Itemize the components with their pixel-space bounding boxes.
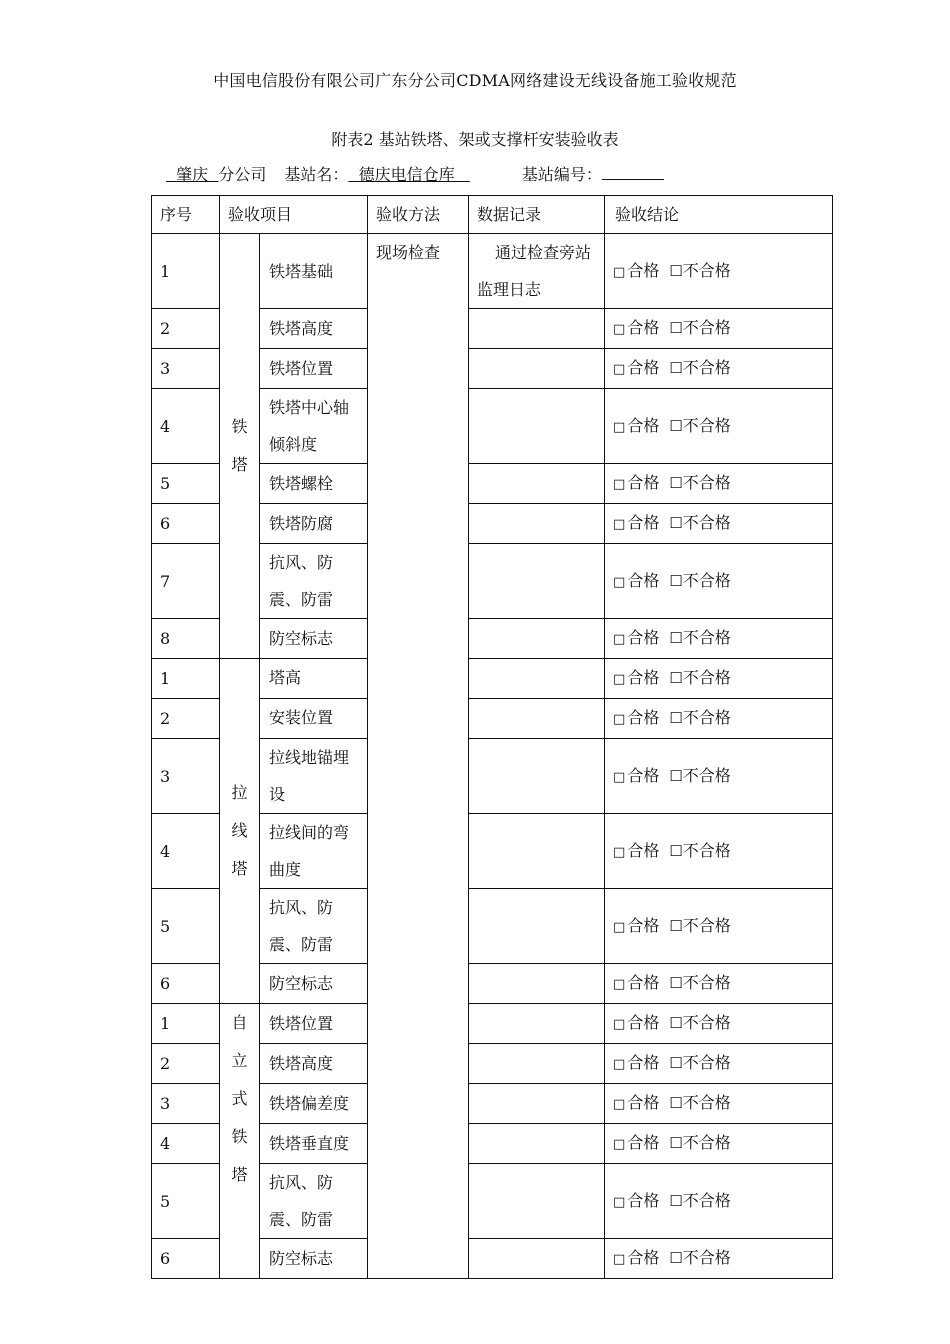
item-line: 拉线间的弯 [269, 823, 350, 842]
item-cell: 防空标志 [260, 964, 368, 1004]
conclusion-cell [605, 349, 833, 389]
row-number: 1 [152, 234, 220, 309]
row-number: 5 [152, 1164, 220, 1239]
item-line: 拉线地锚埋 [269, 748, 350, 767]
fail-checkbox-icon[interactable]: ☐ [669, 1054, 683, 1072]
fail-checkbox-icon[interactable]: ☐ [669, 1134, 683, 1152]
conclusion-cell [605, 814, 833, 889]
pass-checkbox-icon[interactable]: □ [613, 977, 626, 992]
item-line: 设 [269, 785, 286, 804]
item-cell [260, 889, 368, 964]
item-cell: 铁塔偏差度 [260, 1084, 368, 1124]
item-cell [260, 544, 368, 619]
fail-label: 不合格 [682, 513, 731, 532]
fail-checkbox-icon[interactable]: ☐ [669, 474, 683, 492]
fail-label: 不合格 [682, 973, 731, 992]
fail-checkbox-icon[interactable]: ☐ [669, 916, 683, 935]
item-line: 曲度 [269, 860, 302, 879]
row-number: 4 [152, 389, 220, 464]
pass-checkbox-icon[interactable]: □ [613, 1057, 626, 1072]
row-number: 2 [152, 699, 220, 739]
item-cell: 防空标志 [260, 619, 368, 659]
conclusion-cell [605, 739, 833, 814]
pass-checkbox-icon[interactable]: □ [613, 1252, 626, 1267]
fail-checkbox-icon[interactable]: ☐ [669, 571, 683, 590]
item-line: 抗风、防 [269, 1173, 334, 1192]
fail-label: 不合格 [682, 1190, 731, 1210]
item-line: 震、防雷 [269, 1210, 334, 1229]
header-conclusion: 验收结论 [605, 196, 833, 234]
conclusion-cell [605, 1164, 833, 1239]
record-cell[interactable] [469, 619, 605, 659]
record-cell[interactable] [469, 1004, 605, 1044]
item-cell: 铁塔高度 [260, 1044, 368, 1084]
record-cell[interactable] [469, 1044, 605, 1084]
fail-checkbox-icon[interactable]: ☐ [669, 766, 683, 785]
item-cell [260, 739, 368, 814]
station-name-value[interactable]: 德庆电信仓库 [358, 165, 455, 184]
table-row [152, 659, 833, 699]
conclusion-cell [605, 699, 833, 739]
fail-label: 不合格 [682, 708, 731, 727]
row-number: 1 [152, 659, 220, 699]
item-line: 抗风、防 [269, 553, 334, 572]
conclusion-cell [605, 389, 833, 464]
conclusion-cell [605, 504, 833, 544]
fail-checkbox-icon[interactable]: ☐ [669, 261, 683, 280]
item-line: 震、防雷 [269, 590, 334, 609]
item-cell: 安装位置 [260, 699, 368, 739]
row-number: 7 [152, 544, 220, 619]
pass-label: 合格 [627, 260, 660, 280]
item-cell: 塔高 [260, 659, 368, 699]
record-cell[interactable] [469, 504, 605, 544]
acceptance-table [151, 195, 833, 1279]
conclusion-cell [605, 1124, 833, 1164]
fail-label: 不合格 [682, 473, 731, 492]
fail-label: 不合格 [682, 415, 731, 435]
fail-checkbox-icon[interactable]: ☐ [669, 416, 683, 435]
item-cell [260, 1164, 368, 1239]
fail-label: 不合格 [682, 1053, 731, 1072]
pass-label: 合格 [627, 765, 660, 785]
station-no-label: 基站编号： [521, 165, 602, 184]
conclusion-cell [605, 964, 833, 1004]
fail-label: 不合格 [682, 668, 731, 687]
category-cell: 自立式铁塔 [220, 1004, 260, 1279]
pass-label: 合格 [627, 1248, 660, 1267]
item-cell [260, 389, 368, 464]
item-line: 铁塔中心轴 [269, 398, 350, 417]
pass-checkbox-icon[interactable]: □ [613, 632, 626, 647]
row-number: 4 [152, 1124, 220, 1164]
row-number: 4 [152, 814, 220, 889]
pass-label: 合格 [627, 1133, 660, 1152]
item-cell: 铁塔防腐 [260, 504, 368, 544]
pass-checkbox-icon[interactable]: □ [613, 362, 626, 377]
pass-label: 合格 [627, 668, 660, 687]
pass-checkbox-icon[interactable]: □ [613, 1137, 626, 1152]
form-title: 附表2 基站铁塔、架或支撑杆安装验收表 [331, 130, 619, 149]
header-no: 序号 [152, 196, 220, 234]
pass-label: 合格 [627, 840, 660, 860]
fail-checkbox-icon[interactable]: ☐ [669, 841, 683, 860]
conclusion-cell [605, 234, 833, 309]
header-record: 数据记录 [469, 196, 605, 234]
pass-checkbox-icon[interactable]: □ [613, 1017, 626, 1032]
item-cell: 铁塔基础 [260, 234, 368, 309]
fail-label: 不合格 [682, 318, 731, 337]
pass-checkbox-icon[interactable]: □ [613, 574, 626, 590]
conclusion-cell [605, 659, 833, 699]
pass-label: 合格 [627, 570, 660, 590]
pass-checkbox-icon[interactable]: □ [613, 712, 626, 727]
fail-checkbox-icon[interactable]: ☐ [669, 1014, 683, 1032]
pass-checkbox-icon[interactable]: □ [613, 672, 626, 687]
item-cell: 防空标志 [260, 1239, 368, 1279]
conclusion-cell [605, 309, 833, 349]
pass-checkbox-icon[interactable]: □ [613, 264, 626, 280]
pass-checkbox-icon[interactable]: □ [613, 517, 626, 532]
record-cell[interactable] [469, 814, 605, 889]
conclusion-cell [605, 464, 833, 504]
fail-checkbox-icon[interactable]: ☐ [669, 629, 683, 647]
record-cell[interactable]: 通过检查旁站监理日志 [469, 234, 605, 309]
fail-label: 不合格 [682, 358, 731, 377]
item-line: 倾斜度 [269, 435, 318, 454]
pass-checkbox-icon[interactable]: □ [613, 1194, 626, 1210]
pass-label: 合格 [627, 1013, 660, 1032]
pass-label: 合格 [627, 1190, 660, 1210]
station-info-line [166, 162, 664, 185]
row-number: 8 [152, 619, 220, 659]
fail-label: 不合格 [682, 1248, 731, 1267]
record-cell[interactable] [469, 964, 605, 1004]
row-number: 6 [152, 504, 220, 544]
record-cell[interactable] [469, 309, 605, 349]
fail-checkbox-icon[interactable]: ☐ [669, 974, 683, 992]
record-cell[interactable] [469, 739, 605, 814]
item-cell: 铁塔高度 [260, 309, 368, 349]
fail-checkbox-icon[interactable]: ☐ [669, 709, 683, 727]
pass-checkbox-icon[interactable]: □ [613, 1097, 626, 1112]
record-cell[interactable] [469, 1084, 605, 1124]
item-line: 抗风、防 [269, 898, 334, 917]
conclusion-cell [605, 889, 833, 964]
fail-label: 不合格 [682, 765, 731, 785]
fail-checkbox-icon[interactable]: ☐ [669, 514, 683, 532]
pass-checkbox-icon[interactable]: □ [613, 419, 626, 435]
item-line: 震、防雷 [269, 935, 334, 954]
pass-label: 合格 [627, 708, 660, 727]
row-number: 5 [152, 889, 220, 964]
pass-label: 合格 [627, 1053, 660, 1072]
row-number: 1 [152, 1004, 220, 1044]
item-cell: 铁塔螺栓 [260, 464, 368, 504]
record-cell[interactable] [469, 1164, 605, 1239]
table-row [152, 1004, 833, 1044]
fail-label: 不合格 [682, 1133, 731, 1152]
pass-label: 合格 [627, 915, 660, 935]
pass-checkbox-icon[interactable]: □ [613, 322, 626, 337]
row-number: 6 [152, 964, 220, 1004]
pass-label: 合格 [627, 628, 660, 647]
pass-checkbox-icon[interactable]: □ [613, 769, 626, 785]
row-number: 3 [152, 739, 220, 814]
fail-label: 不合格 [682, 915, 731, 935]
fail-label: 不合格 [682, 840, 731, 860]
pass-label: 合格 [627, 415, 660, 435]
pass-checkbox-icon[interactable]: □ [613, 919, 626, 935]
fail-checkbox-icon[interactable]: ☐ [669, 1191, 683, 1210]
record-cell[interactable] [469, 544, 605, 619]
pass-checkbox-icon[interactable]: □ [613, 477, 626, 492]
record-cell[interactable] [469, 389, 605, 464]
record-cell[interactable] [469, 1124, 605, 1164]
station-no-blank[interactable] [602, 165, 664, 180]
fail-checkbox-icon[interactable]: ☐ [669, 1094, 683, 1112]
item-cell [260, 814, 368, 889]
table-header-row [152, 196, 833, 234]
branch-value[interactable]: 肇庆 [176, 165, 209, 184]
record-cell[interactable] [469, 889, 605, 964]
conclusion-cell [605, 1239, 833, 1279]
conclusion-cell [605, 544, 833, 619]
row-number: 3 [152, 1084, 220, 1124]
fail-label: 不合格 [682, 1093, 731, 1112]
row-number: 2 [152, 1044, 220, 1084]
fail-label: 不合格 [682, 628, 731, 647]
header-method: 验收方法 [368, 196, 469, 234]
header-item: 验收项目 [220, 196, 368, 234]
row-number: 5 [152, 464, 220, 504]
pass-label: 合格 [627, 318, 660, 337]
row-number: 2 [152, 309, 220, 349]
pass-label: 合格 [627, 473, 660, 492]
pass-label: 合格 [627, 358, 660, 377]
fail-label: 不合格 [682, 570, 731, 590]
pass-label: 合格 [627, 513, 660, 532]
record-cell[interactable] [469, 349, 605, 389]
row-number: 6 [152, 1239, 220, 1279]
fail-checkbox-icon[interactable]: ☐ [669, 1249, 683, 1267]
category-cell: 铁塔 [220, 234, 260, 659]
record-cell[interactable] [469, 659, 605, 699]
pass-label: 合格 [627, 1093, 660, 1112]
branch-label: 分公司 [218, 165, 267, 184]
conclusion-cell [605, 1084, 833, 1124]
conclusion-cell [605, 1004, 833, 1044]
fail-checkbox-icon[interactable]: ☐ [669, 319, 683, 337]
pass-label: 合格 [627, 973, 660, 992]
category-cell: 拉线塔 [220, 659, 260, 1004]
row-number: 3 [152, 349, 220, 389]
fail-label: 不合格 [682, 1013, 731, 1032]
fail-checkbox-icon[interactable]: ☐ [669, 359, 683, 377]
item-cell: 铁塔垂直度 [260, 1124, 368, 1164]
method-cell: 现场检查 [368, 234, 469, 1279]
fail-checkbox-icon[interactable]: ☐ [669, 669, 683, 687]
table-row [152, 234, 833, 309]
document-header: 中国电信股份有限公司广东分公司CDMA网络建设无线设备施工验收规范 [213, 71, 737, 90]
fail-label: 不合格 [682, 260, 731, 280]
station-name-label: 基站名： [284, 165, 349, 184]
item-cell: 铁塔位置 [260, 1004, 368, 1044]
pass-checkbox-icon[interactable]: □ [613, 844, 626, 860]
conclusion-cell [605, 1044, 833, 1084]
record-cell[interactable] [469, 1239, 605, 1279]
record-cell[interactable] [469, 464, 605, 504]
conclusion-cell [605, 619, 833, 659]
record-cell[interactable] [469, 699, 605, 739]
table-body [152, 234, 833, 1279]
item-cell: 铁塔位置 [260, 349, 368, 389]
